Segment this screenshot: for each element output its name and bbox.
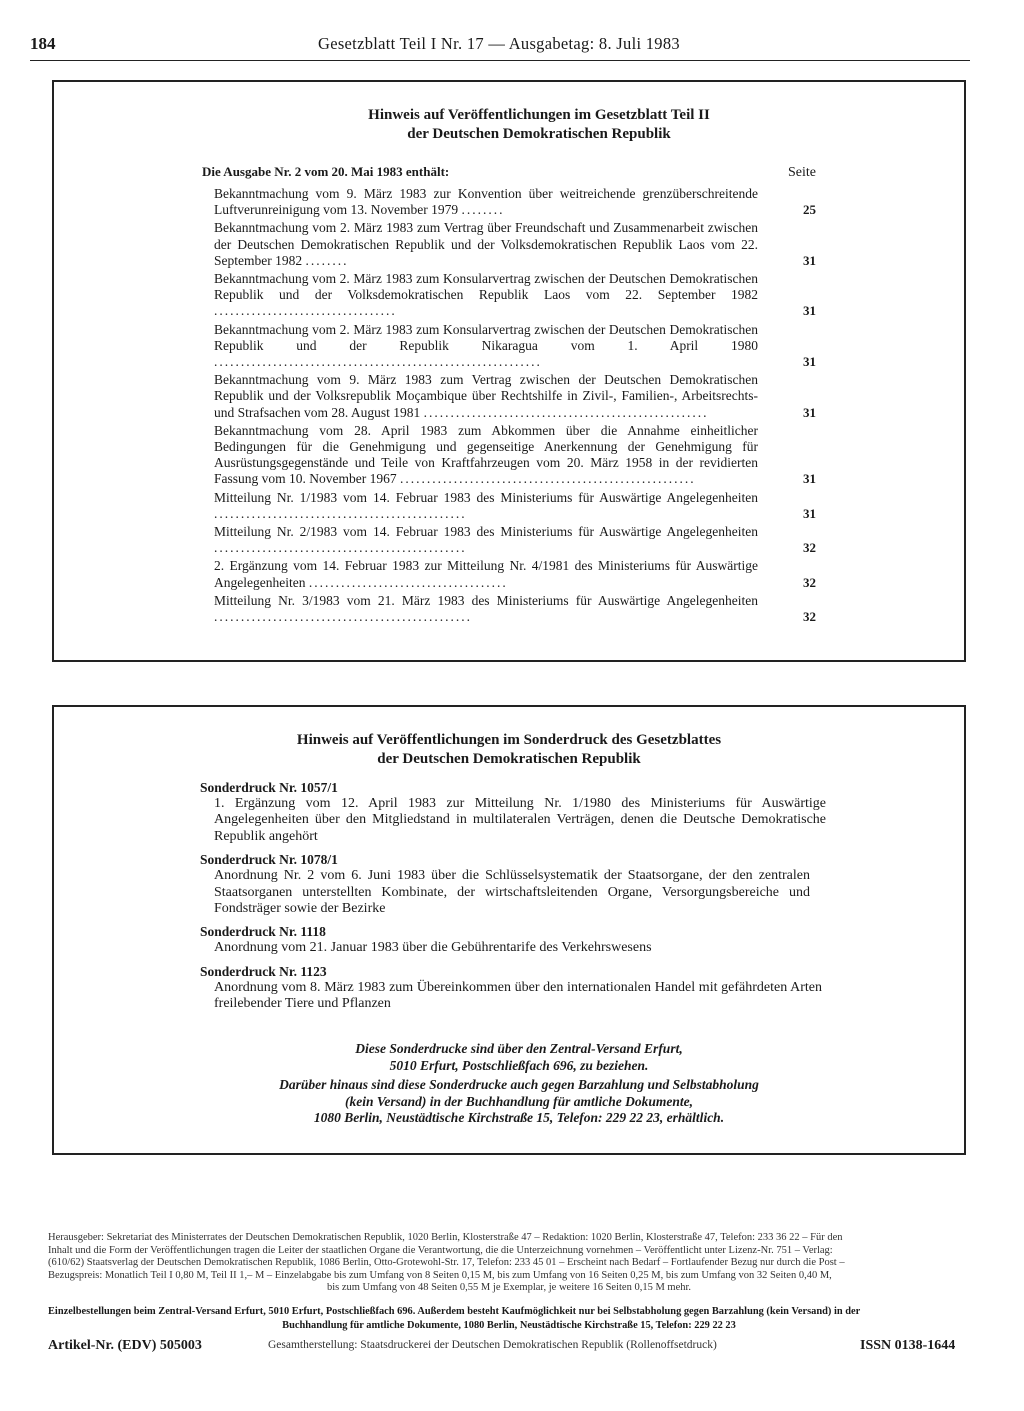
notice2-line2: (kein Versand) in der Buchhandlung für amtliche Dokumente, [344,1093,694,1109]
list-item [200,779,880,845]
box1-title [84,106,994,144]
sonderdruck-heading: Sonderdruck Nr. 1057/1 [200,780,338,795]
entry-page: 31 [803,505,816,521]
entry-text: Bekanntmachung vom 2. März 1983 zum Vertrag über Freundschaft und Zusammenarbeit zwischen der Deutschen Demokratischen Republik und der Volksdemokratischen Republik Laos vom 22. September 1982 [214,220,758,268]
entry-text: Bekanntmachung vom 9. März 1983 zum Vertrag zwischen der Deutschen Demokratischen Republik und der Volksrepublik Moçambique über Rechtshilfe in Zivil-, Familien-, Arbeitsrechts- und Strafsachen vom 28. August 1981 [214,372,758,420]
printer-info: Gesamtherstellung: Staatsdruckerei der Deutschen Demokratischen Republik (Rollenoffsetdruck) [268,1339,717,1351]
page-number: 184 [30,34,56,53]
list-item: Bekanntmachung vom 9. März 1983 zur Konvention über weitreichende grenzüberschreitende Luftverunreinigung vom 13. November 1979 ........ 25 [214,186,816,218]
list-item [200,963,880,1013]
page-header [30,34,970,61]
box2-title-line1: Hinweis auf Veröffentlichungen im Sonderdruck des Gesetzblattes [296,732,722,748]
ordering-info [48,1305,970,1333]
entry-page: 31 [803,303,816,319]
sonderdruck-heading: Sonderdruck Nr. 1118 [200,924,326,940]
list-item: Bekanntmachung vom 2. März 1983 zum Vertrag über Freundschaft und Zusammenarbeit zwischen der Deutschen Demokratischen Republik und der Volksdemokratischen Republik Laos vom 22. September 1982 ........ 31 [214,220,816,268]
sonderdruck-box [52,705,966,1155]
list-item: Bekanntmachung vom 2. März 1983 zum Konsularvertrag zwischen der Deutschen Demokratischen Republik und der Volksdemokratischen Republik Laos vom 22. September 1982 .................................. 31 [214,271,816,319]
list-item: Bekanntmachung vom 9. März 1983 zum Vertrag zwischen der Deutschen Demokratischen Republik und der Volksrepublik Moçambique über Rechtshilfe in Zivil-, Familien-, Arbeitsrechts- und Strafsachen vom 28. August 1981 ..................................................... 31 [214,372,816,420]
entry-text: Mitteilung Nr. 2/1983 vom 14. Februar 1983 des Ministeriums für Auswärtige Angelegenheiten [214,524,758,540]
imprint [48,1232,970,1295]
list-item [200,851,880,917]
entry-text: Bekanntmachung vom 28. April 1983 zum Abkommen über die Annahme einheitlicher Bedingungen für die Genehmigung und gegenseitige Anerkennung der Genehmigung für Ausrüstungsgegenstände und Teile von Kraftfahrzeugen vom 20. März 1958 in der revidierten Fassung vom 10. November 1967 [214,422,758,487]
imprint-line: (610/62) Staatsverlag der Deutschen Demokratischen Republik, 1086 Berlin, Otto-Grotewohl-Str. 17, Telefon: 233 45 01 – Erscheint nach Bedarf – Fortlaufender Bezug nur durch die Post – [48,1257,845,1269]
list-item: Mitteilung Nr. 3/1983 vom 21. März 1983 des Ministeriums für Auswärtige Angelegenheiten ................................................ 32 [214,592,816,625]
box2-title [54,731,964,769]
notice1-line1: Diese Sonderdrucke sind über den Zentral-Versand Erfurt, [355,1041,683,1056]
list-item: Mitteilung Nr. 1/1983 vom 14. Februar 1983 des Ministeriums für Auswärtige Angelegenheiten ............................................... 31 [214,489,816,521]
issue-label: Die Ausgabe Nr. 2 vom 20. Mai 1983 enthält: [202,164,450,179]
article-number: Artikel-Nr. (EDV) 505003 [48,1338,202,1353]
entry-page: 25 [803,202,816,218]
entry-text: Bekanntmachung vom 2. März 1983 zum Konsularvertrag zwischen der Deutschen Demokratischen Republik und der Volksdemokratischen Republik Laos vom 22. September 1982 [214,271,758,303]
entry-page: 31 [803,471,816,487]
entry-page: 31 [803,252,816,268]
issn: ISSN 0138-1644 [860,1338,956,1353]
imprint-line: Inhalt und die Form der Veröffentlichungen tragen die Leiter der staatlichen Organe die Verantwortung, die die Unterzeichnung vornehmen – Veröffentlicht unter Lizenz-Nr. 751 – Verlag: [48,1244,833,1256]
sonderdruck-heading: Sonderdruck Nr. 1078/1 [200,852,338,868]
list-item [200,923,880,956]
ordering-info-line1: Einzelbestellungen beim Zentral-Versand Erfurt, 5010 Erfurt, Postschließfach 696. Außerdem besteht Kaufmöglichkeit nur bei Selbstabholung gegen Barzahlung (kein Versand) in der [48,1306,861,1317]
sonderdruck-heading: Sonderdruck Nr. 1123 [200,963,327,979]
entry-text: Bekanntmachung vom 9. März 1983 zur Konvention über weitreichende grenzüberschreitende Luftverunreinigung vom 13. November 1979 [214,186,758,218]
box2-title-line2: der Deutschen Demokratischen Republik [377,751,641,767]
pickup-notice [64,1077,974,1127]
gesetzblatt-teil-ii-box [52,80,966,662]
list-item: Bekanntmachung vom 28. April 1983 zum Abkommen über die Annahme einheitlicher Bedingungen für die Genehmigung und gegenseitige Anerkennung der Genehmigung für Ausrüstungsgegenstände und Teile von Kraftfahrzeugen vom 20. März 1958 in der revidierten Fassung vom 10. November 1967 ....................................................... 31 [214,422,816,487]
list-item: Bekanntmachung vom 2. März 1983 zum Konsularvertrag zwischen der Deutschen Demokratischen Republik und der Republik Nikaragua vom 1. April 1980 ............................................................. 31 [214,321,816,370]
ordering-notice [64,1041,974,1074]
sonderdruck-list [200,779,880,1019]
contents-list [214,186,864,627]
entry-page: 31 [803,354,816,370]
imprint-line: Herausgeber: Sekretariat des Ministerrates der Deutschen Demokratischen Republik, 1020 Berlin, Klosterstraße 47 – Redaktion: 1020 Berlin, Klosterstraße 47, Telefon: 233 36 22 – Für den [48,1232,843,1243]
entry-text: 2. Ergänzung vom 14. Februar 1983 zur Mitteilung Nr. 4/1981 des Ministeriums für Auswärtige Angelegenheiten [214,558,758,590]
entry-page: 32 [803,574,816,590]
box1-title-line1: Hinweis auf Veröffentlichungen im Gesetzblatt Teil II [368,107,710,123]
notice2-line1: Darüber hinaus sind diese Sonderdrucke auch gegen Barzahlung und Selbstabholung [279,1077,759,1092]
list-item: 2. Ergänzung vom 14. Februar 1983 zur Mitteilung Nr. 4/1981 des Ministeriums für Auswärtige Angelegenheiten ..................................... 32 [214,558,816,590]
entry-page: 32 [803,540,816,556]
ordering-info-line2: Buchhandlung für amtliche Dokumente, 1080 Berlin, Neustädtische Kirchstraße 15, Telefon: 229 22 23 [282,1320,736,1331]
entry-page: 31 [803,404,816,420]
imprint-line: bis zum Umfang von 48 Seiten 0,55 M je Exemplar, je weitere 16 Seiten 0,15 M mehr. [326,1282,692,1294]
notice1-line2: 5010 Erfurt, Postschließfach 696, zu beziehen. [389,1057,649,1073]
entry-text: Bekanntmachung vom 2. März 1983 zum Konsularvertrag zwischen der Deutschen Demokratischen Republik und der Republik Nikaragua vom 1. April 1980 [214,321,758,353]
sonderdruck-text: Anordnung vom 8. März 1983 zum Übereinkommen über den internationalen Handel mit gefährdeten Arten freilebender Tiere und Pflanzen [214,979,822,1012]
entry-page: 32 [803,609,816,625]
entry-text: Mitteilung Nr. 1/1983 vom 14. Februar 1983 des Ministeriums für Auswärtige Angelegenheiten [214,489,758,505]
sonderdruck-text: Anordnung vom 21. Januar 1983 über die Gebührentarife des Verkehrswesens [214,940,652,956]
sonderdruck-text: Anordnung Nr. 2 vom 6. Juni 1983 über die Schlüsselsystematik der Staatsorgane, der den zentralen Staatsorganen unterstellten Kombinate, der wirtschaftsleitenden Organe, Versorgungsbereiche und Fondsträger sowie der Bezirke [214,868,810,917]
notice2-line3: 1080 Berlin, Neustädtische Kirchstraße 15, Telefon: 229 22 23, erhältlich. [313,1110,725,1125]
header-title: Gesetzblatt Teil I Nr. 17 — Ausgabetag: 8. Juli 1983 [318,34,680,53]
sonderdruck-text: 1. Ergänzung vom 12. April 1983 zur Mitteilung Nr. 1/1980 des Ministeriums für Auswärtige Angelegenheiten über den Mitgliedstand in multilateralen Verträgen, denen die Deutsche Demokratische Republik angehört [214,796,826,844]
entry-text: Mitteilung Nr. 3/1983 vom 21. März 1983 des Ministeriums für Auswärtige Angelegenheiten [214,592,758,608]
page-column-label: Seite [788,165,816,180]
imprint-line: Bezugspreis: Monatlich Teil I 0,80 M, Teil II 1,– M – Einzelabgabe bis zum Umfang von 8 Seiten 0,15 M, bis zum Umfang von 16 Seiten 0,25 M, bis zum Umfang von 32 Seiten 0,40 M, [48,1269,832,1281]
box1-title-line2: der Deutschen Demokratischen Republik [407,126,671,142]
list-item: Mitteilung Nr. 2/1983 vom 14. Februar 1983 des Ministeriums für Auswärtige Angelegenheiten ............................................... 32 [214,524,816,556]
